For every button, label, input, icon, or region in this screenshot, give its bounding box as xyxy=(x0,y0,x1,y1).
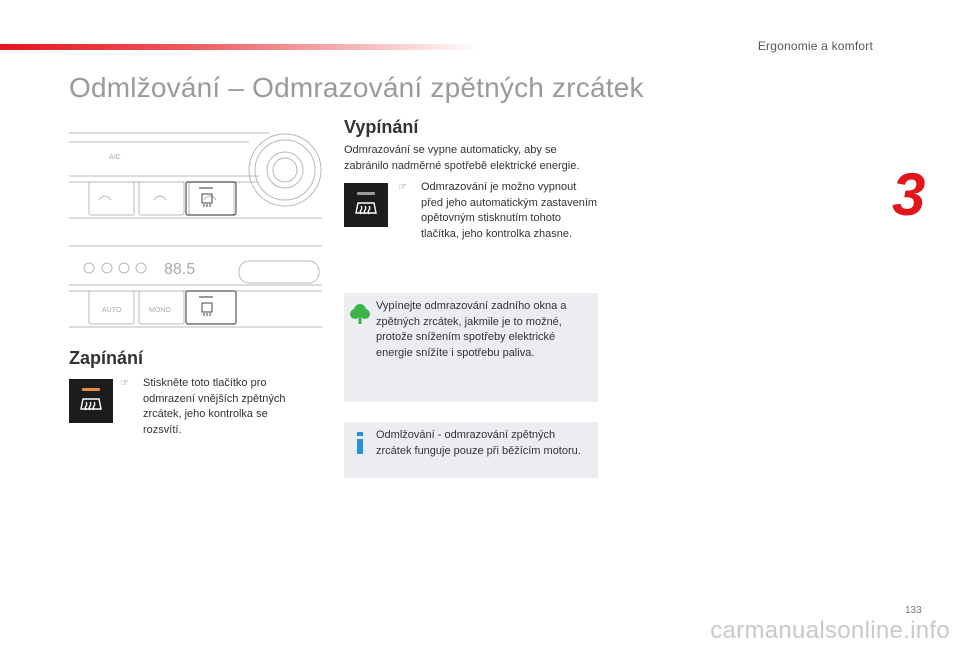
panel-label-auto: AUTO xyxy=(102,307,122,314)
indicator-led-on xyxy=(82,388,100,391)
zapinani-instruction-text: Stiskněte toto tlačítko pro odmrazení vnějších zpětných zrcátek, jeho kontrolka se rozsvítí. xyxy=(143,377,286,436)
zapinani-heading: Zapínání xyxy=(69,348,144,368)
eco-tip-box xyxy=(344,293,598,402)
control-panel-illustration-top xyxy=(69,130,322,222)
panel-label-mono: MONO xyxy=(149,307,171,314)
watermark: carmanualsonline.info xyxy=(710,617,950,644)
vypinani-description: Odmrazování se vypne automaticky, aby se zabránilo nadměrné spotřebě elektrické energie. xyxy=(344,144,580,172)
section-title: Ergonomie a komfort xyxy=(757,39,873,53)
control-panel-illustration-bottom xyxy=(69,243,322,331)
page-number: 133 xyxy=(905,605,922,616)
rear-defrost-icon xyxy=(79,397,103,415)
defrost-button-on xyxy=(69,379,113,423)
info-icon xyxy=(350,432,370,454)
hand-pointer-icon: ☞ xyxy=(398,182,407,193)
vypinani-instruction-text: Odmrazování je možno vypnout před jeho automatickým zastavením opětovným stisknutím tohoto tlačítka, jeho kontrolka zhasne. xyxy=(421,181,598,240)
vypinani-instruction xyxy=(398,180,598,242)
rear-defrost-icon xyxy=(354,201,378,219)
panel-display: 88.5 xyxy=(164,261,196,278)
defrost-button-off xyxy=(344,183,388,227)
hand-pointer-icon: ☞ xyxy=(120,378,129,389)
zapinani-instruction xyxy=(120,376,300,438)
tree-icon xyxy=(350,303,370,325)
header-accent-bar xyxy=(0,44,480,50)
panel-label-ac: A/C xyxy=(109,154,121,161)
chapter-number: 3 xyxy=(892,161,926,228)
indicator-led-off xyxy=(357,192,375,195)
eco-tip-text: Vypínejte odmrazování zadního okna a zpětných zrcátek, jakmile je to možné, protože snížením spotřeby elektrické energie snížíte i spotřebu paliva. xyxy=(376,300,567,359)
vypinani-heading: Vypínání xyxy=(344,117,419,137)
info-note-box xyxy=(344,422,598,478)
page-title: Odmlžování – Odmrazování zpětných zrcátek xyxy=(69,72,644,103)
info-note-text: Odmlžování - odmrazování zpětných zrcátek funguje pouze při běžícím motoru. xyxy=(376,429,581,457)
